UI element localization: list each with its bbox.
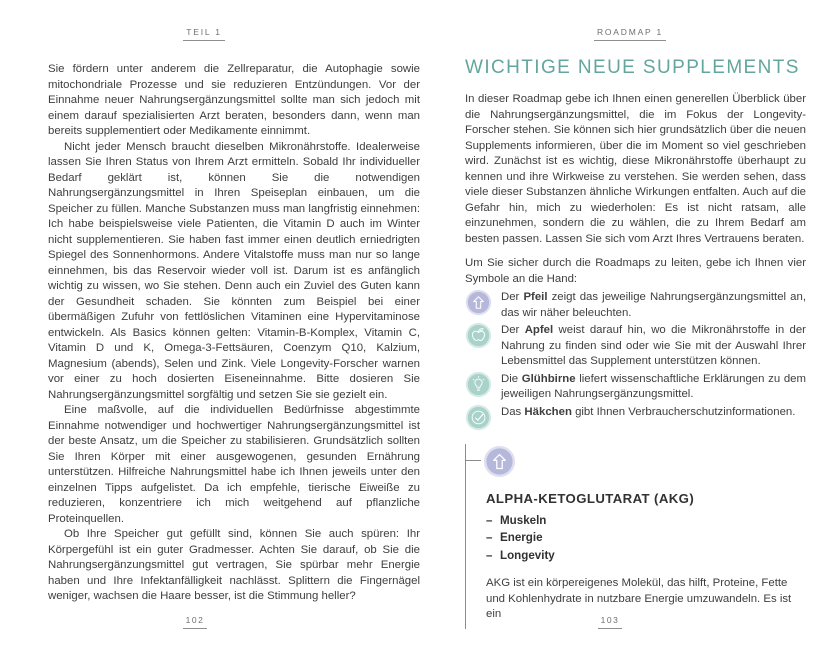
running-head-label: ROADMAP 1: [594, 27, 666, 41]
legend-item-gluehbirne: [465, 372, 806, 403]
running-head-label: TEIL 1: [183, 27, 225, 41]
page-number-left: 102: [48, 610, 342, 629]
benefit-label: Muskeln: [500, 513, 547, 527]
benefit-label: Longevity: [500, 548, 555, 562]
akg-section: [465, 444, 806, 629]
benefit-label: Energie: [500, 531, 543, 544]
checkmark-icon: [465, 404, 492, 431]
lightbulb-icon: [465, 371, 492, 398]
paragraph: Eine maßvolle, auf die individuellen Bedürfnisse abgestimmte Einnahme notwendiger und hochwertiger Nahrungsergänzungsmittel ist der beste Ansatz, um die Speicher zu stabilisieren. Grundsätzlich sollten Sie Ihren Körper mit einer ausgewogenen, gesunden Ernährung unterstützen. Hilfreiche Nahrungsmittel habe ich Ihnen jeweils unter den einzelnen Tipps aufgelistet. Da ich empfehle, tierische Eiweiße zu reduzieren, konzentriere ich mich weitgehend auf pflanzliche Proteinquellen.: [48, 404, 420, 525]
paragraph: Sie fördern unter anderem die Zellreparatur, die Autophagie sowie mitochondriale Prozesse und sie reduzieren Entzündungen. Vor der Einnahme neuer Nahrungsergänzungsmittel sollte man sich jedoch mit einem darauf spezialisierten Arzt beraten, besonders dann, wenn man bereits supplementiert oder Medikamente einnimmt.: [48, 63, 420, 137]
left-body-text: [48, 62, 420, 605]
bullet-dash: –: [486, 531, 493, 544]
page-number-right: 103: [465, 610, 755, 629]
right-page: [465, 0, 806, 648]
intro-text: [465, 92, 806, 247]
arrow-up-icon: [483, 445, 516, 478]
paragraph: Um Sie sicher durch die Roadmaps zu leiten, gebe ich Ihnen vier Symbole an die Hand:: [465, 257, 806, 285]
legend-item-text: Der Pfeil zeigt das jeweilige Nahrungsergänzungsmittel an, das wir näher beleuchten.: [501, 291, 806, 319]
legend-item-text: Das Häkchen gibt Ihnen Verbraucherschutzinformationen.: [501, 405, 796, 418]
supplement-heading: ALPHA-KETOGLUTARAT (AKG): [486, 490, 695, 506]
benefit-item: [486, 512, 806, 530]
arrow-up-icon: [465, 289, 492, 316]
legend-item-text: Die Glühbirne liefert wissenschaftliche Erklärungen zu dem jeweiligen Nahrungsergänzungsmittel.: [501, 372, 806, 400]
running-head-left: [48, 22, 360, 41]
legend-item-apfel: [465, 323, 806, 370]
paragraph: Ob Ihre Speicher gut gefüllt sind, können Sie auch spüren: Ihr Körpergefühl ist ein guter Gradmesser. Achten Sie darauf, ob Sie die Nahrungsergänzungsmittel gut vertragen, Sie spürbar mehr Energie haben und Ihre Infektanfälligkeit nachlässt. Splittern die Fingernägel weniger, wachsen die Haare besser, ist die Stimmung heller?: [48, 528, 420, 602]
legend-item-haekchen: [465, 405, 806, 431]
paragraph: Nicht jeder Mensch braucht dieselben Mikronährstoffe. Idealerweise lassen Sie Ihren Status von Ihrem Arzt ermitteln. Sobald Ihr individueller Bedarf geklärt ist, können Sie die notwendigen Nahrungsergänzungsmittel in Ihren Speiseplan einbauen, um die Speicher zu füllen. Manche Substanzen muss man langfristig einnehmen: Ich habe beispielsweise viele Patienten, die Vitamin D auch im Winter nicht supplementieren. Sie haben fast immer einen deutlich erniedrigten Spiegel des Sonnenhormons. Andere Vitalstoffe muss man nur so lange einnehmen, bis das Reservoir wieder voll ist. Darum ist es anfänglich wichtig zu wissen, wo Sie stehen. Denn auch ein Zuviel des Guten kann der Gesundheit schaden. Sie könnten zum Beispiel bei einer übermäßigen Zufuhr von fettlöslichen Vitaminen eine Hypervitaminose entwickeln. Als Basics können gelten: Vitamin-B-Komplex, Vitamin C, Vitamin D und K, Omega-3-Fettsäuren, Coenzym Q10, Kalzium, Magnesium (abends), Selen und Zink. Viele Longevity-Forscher warnen vor einer zu hoch dosierten Eiseneinnahme. Bitte dosieren Sie Nahrungsergänzungsmittel sorgfältig und setzen Sie sie gezielt ein.: [48, 140, 420, 401]
supplement-benefit-list: [486, 512, 806, 565]
left-page: [48, 0, 420, 648]
symbol-legend: [465, 290, 806, 431]
bullet-dash: –: [486, 548, 493, 562]
legend-item-text: Der Apfel weist darauf hin, wo die Mikronährstoffe in der Nahrung zu finden sind oder wie Sie mit der Auswahl Ihrer Lebensmittel das Supplement unterstützen können.: [501, 324, 806, 367]
page-title: WICHTIGE NEUE SUPPLEMENTS: [465, 57, 800, 78]
benefit-item: [486, 529, 806, 547]
bullet-dash: –: [486, 513, 493, 527]
symbols-intro-text: [465, 256, 806, 287]
supplement-description: AKG ist ein körpereigenes Molekül, das hilft, Proteine, Fette und Kohlenhydrate in nutzbare Energie umzuwandeln. Es ist ein: [486, 577, 792, 620]
section-connector-line: [466, 460, 481, 461]
running-head-right: [465, 22, 795, 41]
paragraph: In dieser Roadmap gebe ich Ihnen einen generellen Überblick über die Nahrungsergänzungsmittel, die im Fokus der Longevity-Forscher stehen. Sie können sich hier grundsätzlich über die neuen Supplements informieren, über die im Moment so viel geschrieben wird. Zunächst ist es wichtig, diese Mikronährstoffe überhaupt zu kennen und ihre Wirkweise zu verstehen. Sie werden sehen, dass viele dieser Substanzen ähnliche Wirkungen entfalten. Auch auf die Gefahr hin, mich zu wiederholen: Es ist nicht ratsam, alle einzunehmen, sondern die zu wählen, die zu Ihrem Bedarf am besten passen. Lassen Sie sich vom Arzt Ihres Vertrauens beraten.: [465, 93, 806, 245]
legend-item-pfeil: [465, 290, 806, 321]
benefit-item: [486, 547, 806, 565]
apple-icon: [465, 322, 492, 349]
